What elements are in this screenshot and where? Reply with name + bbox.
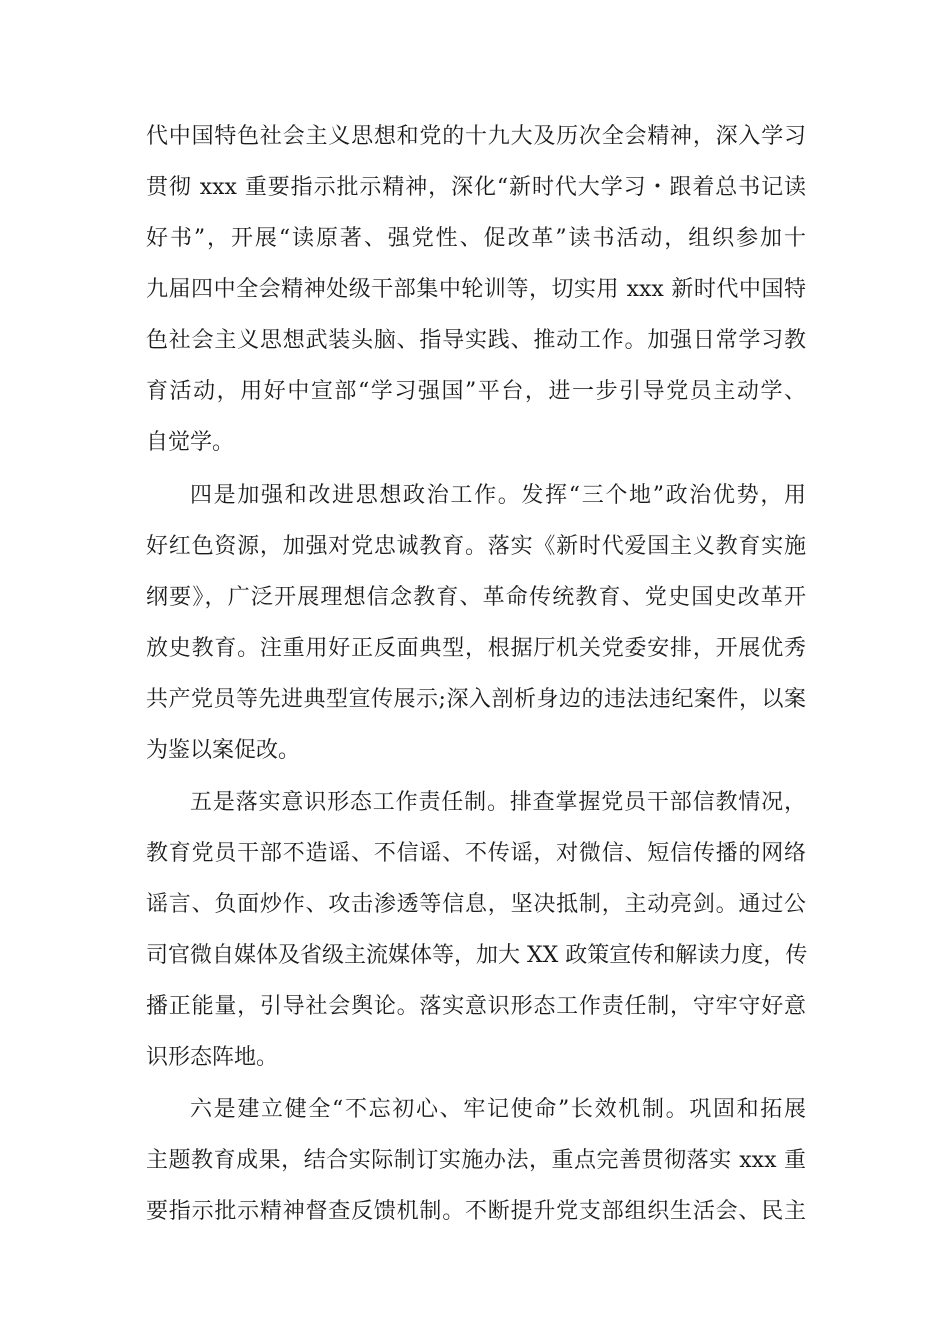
text-line: 代中国特色社会主义思想和党的十九大及历次全会精神，深入学习 — [146, 124, 806, 149]
text-line: 育活动，用好中宣部“学习强国”平台，进一步引导党员主动学、 — [146, 379, 806, 404]
text-line: 六是建立健全“不忘初心、牢记使命”长效机制。巩固和拓展 — [190, 1097, 806, 1122]
text-line: 色社会主义思想武装头脑、指导实践、推动工作。加强日常学习教 — [146, 328, 806, 353]
text-line: 谣言、负面炒作、攻击渗透等信息，坚决抵制，主动亮剑。通过公 — [146, 892, 806, 917]
text-line: 贯彻 xxx 重要指示批示精神，深化“新时代大学习・跟着总书记读 — [146, 175, 806, 200]
text-line: 共产党员等先进典型宣传展示;深入剖析身边的违法违纪案件，以案 — [146, 687, 806, 712]
text-line: 司官微自媒体及省级主流媒体等，加大 XX 政策宣传和解读力度，传 — [146, 943, 808, 968]
text-line: 放史教育。注重用好正反面典型，根据厅机关党委安排，开展优秀 — [146, 636, 806, 661]
text-line: 要指示批示精神督查反馈机制。不断提升党支部组织生活会、民主 — [146, 1199, 806, 1224]
text-line: 四是加强和改进思想政治工作。发挥“三个地”政治优势，用 — [190, 483, 806, 508]
text-line: 五是落实意识形态工作责任制。排查掌握党员干部信教情况， — [190, 790, 806, 815]
text-line: 纲要》，广泛开展理想信念教育、革命传统教育、党史国史改革开 — [146, 585, 806, 610]
text-line: 好红色资源，加强对党忠诚教育。落实《新时代爱国主义教育实施 — [146, 534, 806, 559]
text-line: 教育党员干部不造谣、不信谣、不传谣，对微信、短信传播的网络 — [146, 841, 806, 866]
text-line: 自觉学。 — [146, 430, 235, 455]
text-line: 主题教育成果，结合实际制订实施办法，重点完善贯彻落实 xxx 重 — [146, 1148, 806, 1173]
text-line: 九届四中全会精神处级干部集中轮训等，切实用 xxx 新时代中国特 — [146, 277, 806, 302]
text-line: 为鉴以案促改。 — [146, 738, 301, 763]
text-line: 播正能量，引导社会舆论。落实意识形态工作责任制，守牢守好意 — [146, 994, 806, 1019]
text-line: 识形态阵地。 — [146, 1045, 279, 1070]
text-line: 好书”，开展“读原著、强党性、促改革”读书活动，组织参加十 — [146, 226, 806, 251]
